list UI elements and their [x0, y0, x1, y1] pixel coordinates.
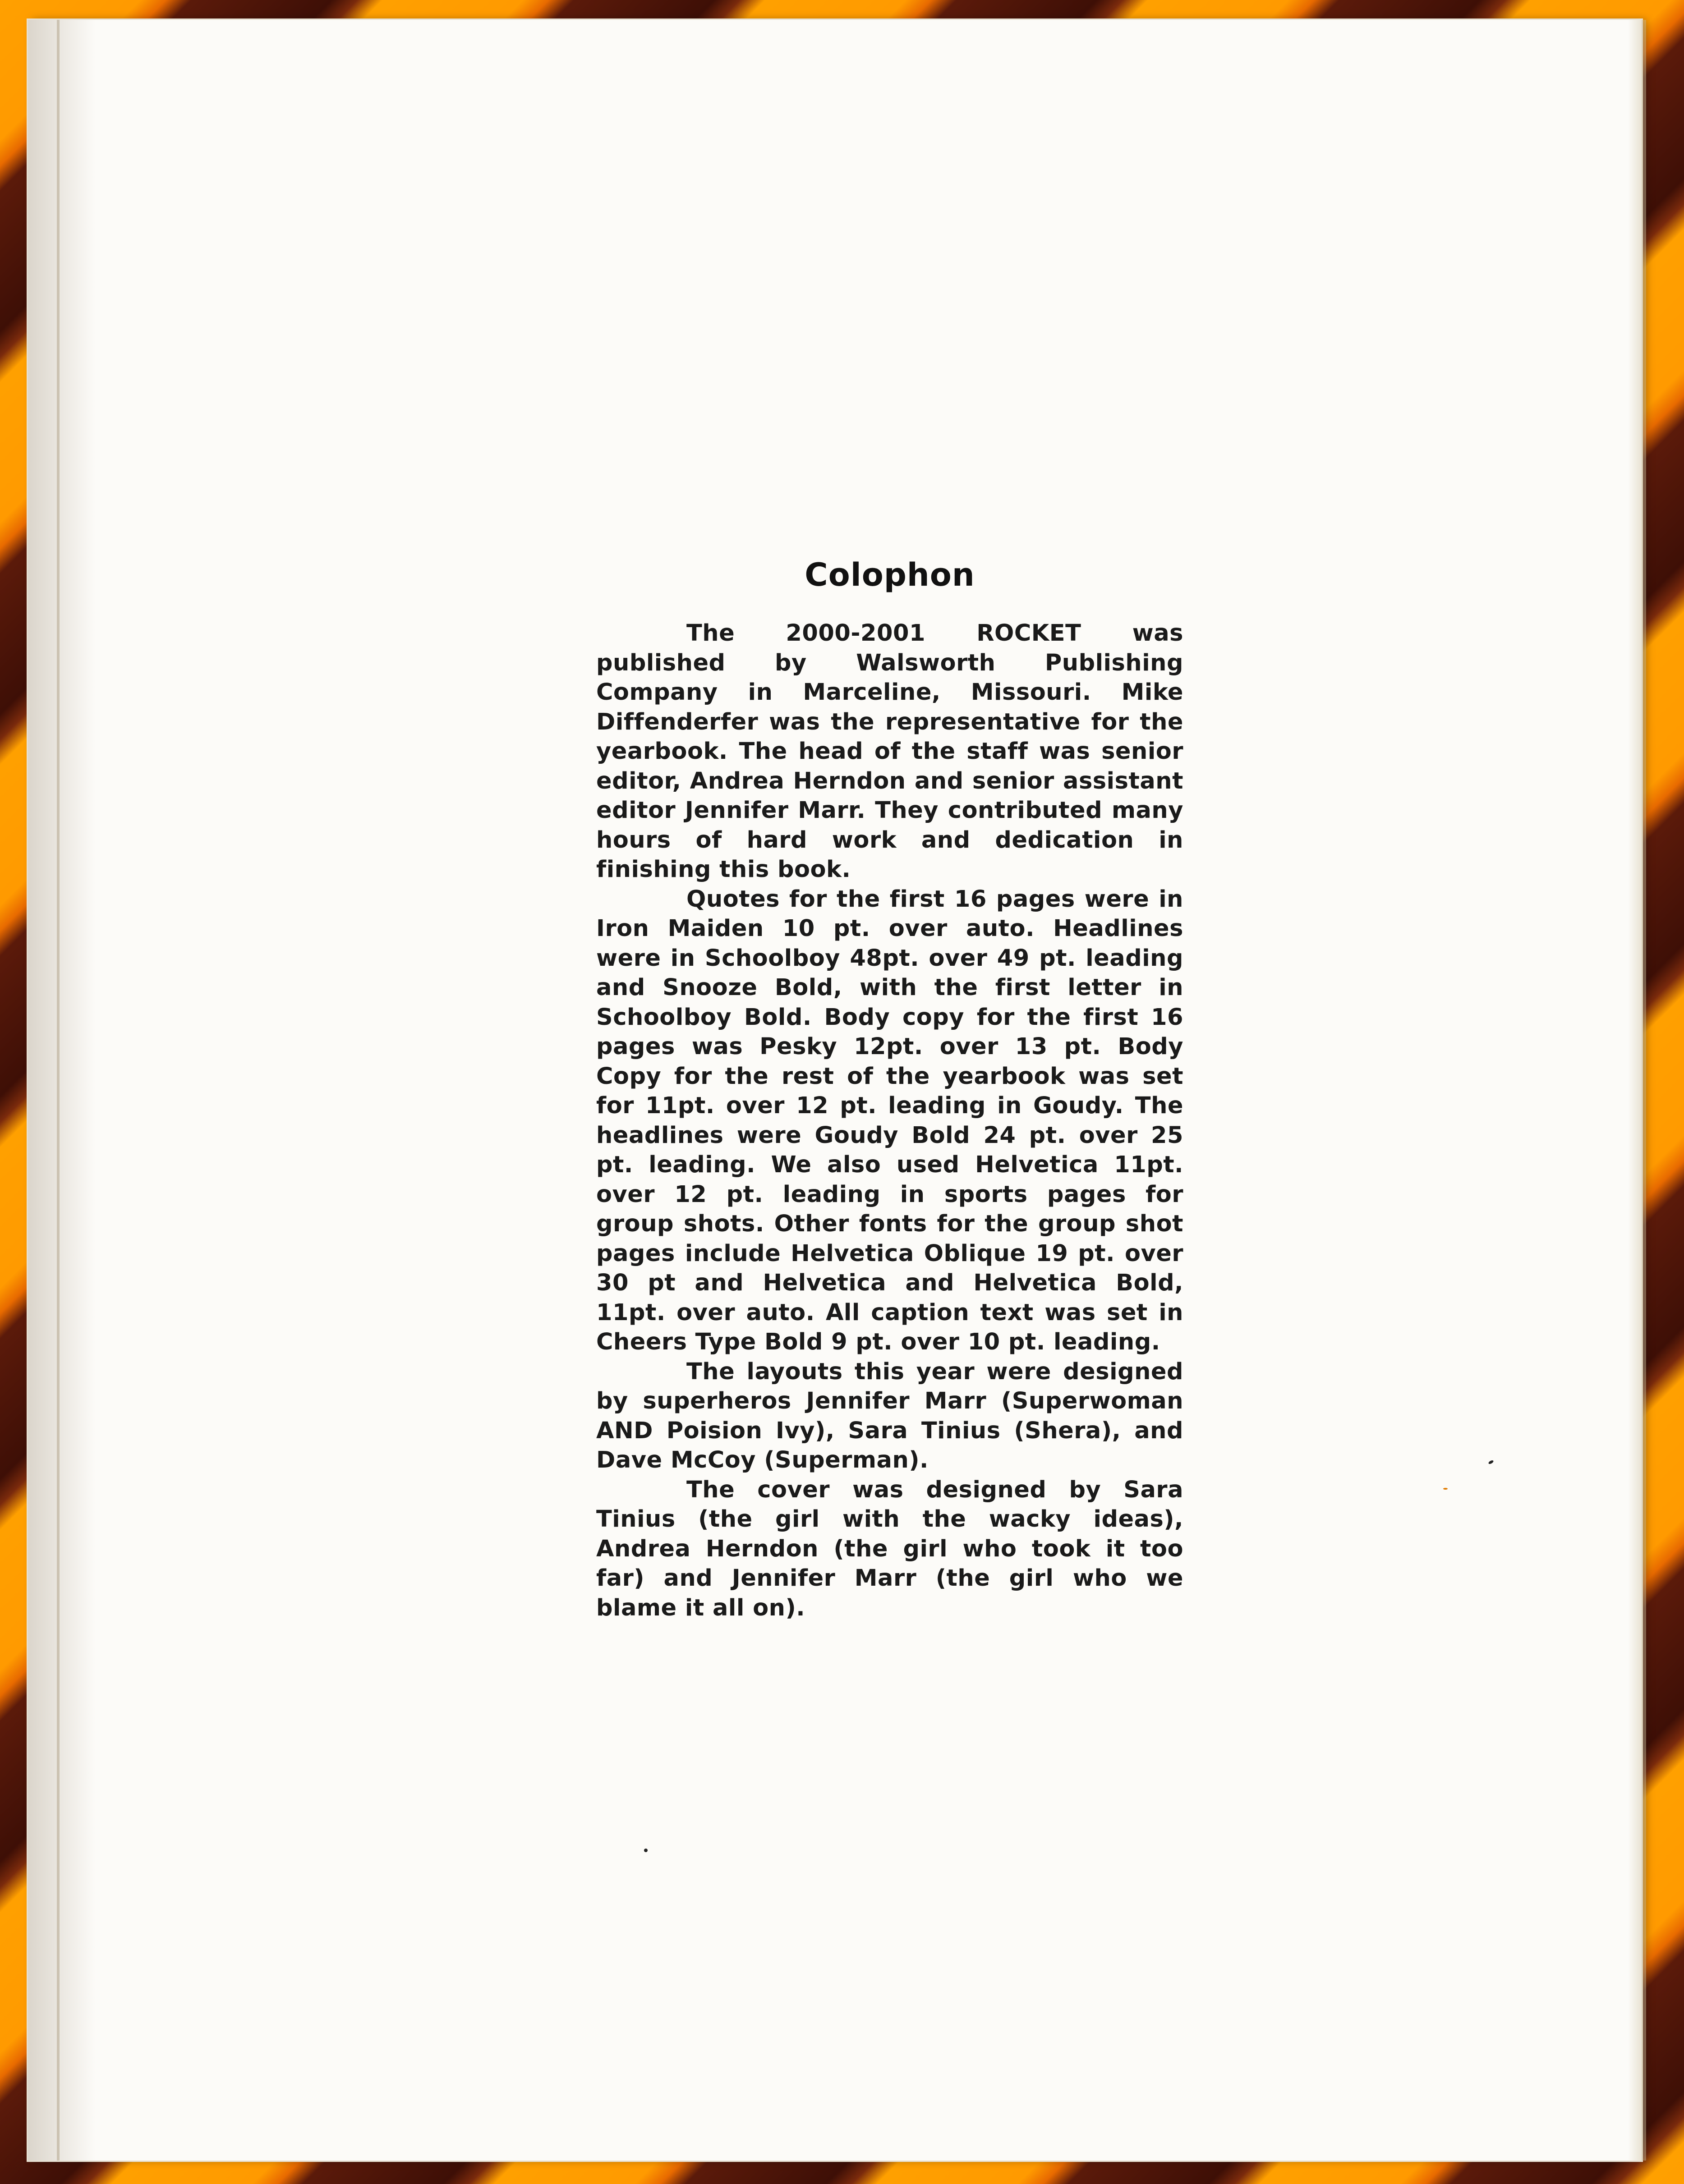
colophon-section [596, 555, 1183, 1623]
ink-speck [644, 1849, 648, 1852]
colophon-paragraph-cover: The cover was designed by Sara Tinius (the girl with the wacky ideas), Andrea Herndon (the girl who took it too far) and Jennifer Marr (the girl who we blame it all on). [596, 1476, 1183, 1621]
ink-speck [1443, 1488, 1448, 1490]
colophon-paragraph-layouts: The layouts this year were designed by superheros Jennifer Marr (Superwoman AND Poision Ivy), Sara Tinius (Shera), and Dave McCoy (Superman). [596, 1358, 1183, 1473]
colophon-paragraph-publisher: The 2000-2001 ROCKET was published by Walsworth Publishing Company in Marceline, Missouri. Mike Diffenderfer was the representative for the yearbook. The head of the staff was senior editor, Andrea Herndon and senior assistant editor Jennifer Marr. They contributed many hours of hard work and dedication in finishing this book. [596, 620, 1183, 883]
colophon-paragraph-fonts: Quotes for the first 16 pages were in Iron Maiden 10 pt. over auto. Headlines were in Schoolboy 48pt. over 49 pt. leading and Snooze Bold, with the first letter in Schoolboy Bold. Body copy for the first 16 pages was Pesky 12pt. over 13 pt. Body Copy for the rest of the yearbook was set for 11pt. over 12 pt. leading in Goudy. The headlines were Goudy Bold 24 pt. over 25 pt. leading. We also used Helvetica 11pt. over 12 pt. leading in sports pages for group shots. Other fonts for the group shot pages include Helvetica Oblique 19 pt. over 30 pt and Helvetica and Helvetica Bold, 11pt. over auto. All caption text was set in Cheers Type Bold 9 pt. over 10 pt. leading. [596, 886, 1183, 1355]
page-gutter-line [57, 20, 60, 2161]
colophon-title: Colophon [805, 556, 975, 593]
page-gutter-shadow [28, 20, 96, 2161]
page-right-edge [1628, 20, 1646, 2161]
